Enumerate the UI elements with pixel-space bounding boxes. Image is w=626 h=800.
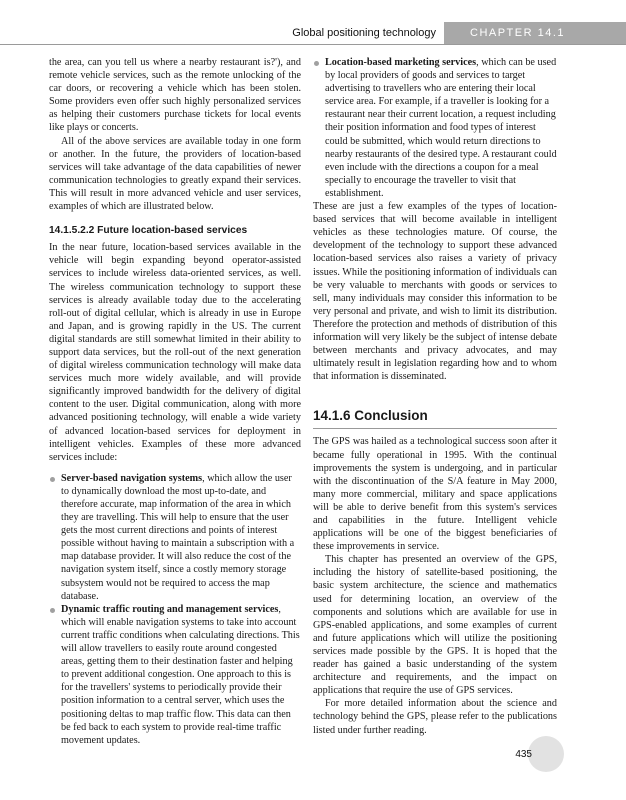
list-item-text: , which allow the user to dynamically download the most up-to-date, and therefore accurate, map information of the area in which they are travelling. This will help to ensure that the user gets the most current directions and points of interest possible without having to maintain a subscription with a map database provider. It will also reduce the cost of the navigation system itself, since a costly memory storage subsystem would not be required to access the map database. xyxy=(61,472,295,602)
paragraph: This chapter has presented an overview of the GPS, including the history of satellite-based positioning, the basic system architecture, the science and mathematics used for determining location, an overview of the components and solutions which are available for use in GPS-enabled applications, and some examples of current and future applications which will utilize the positioning services made possible by the GPS. It is hoped that the reader has gained a basic understanding of the system architecture and requirements, and the impact on applications that require the use of GPS services. xyxy=(313,554,557,697)
list-item xyxy=(49,603,301,747)
bullet-list xyxy=(49,472,301,747)
left-column xyxy=(49,56,301,747)
right-column xyxy=(313,56,557,737)
paragraph: These are just a few examples of the types of location-based services that will become available in intelligent vehicles as these technologies mature. Of course, the development of the technology to support these advanced location-based services also raises a variety of privacy issues. While the positioning information of individuals can be very valuable to merchants with goods or services to sell, many individuals may consider this information to be very personal and private, and wish to limit its distribution. Therefore the protection and methods of distribution of this information will very likely be the subject of intense debate between merchants and privacy advocates, and may ultimately result in legislation regarding how and to whom that information is disseminated. xyxy=(313,201,557,383)
paragraph: the area, can you tell us where a nearby restaurant is?'), and remote vehicle services, such as the remote unlocking of the car doors, or recovering a vehicle which has been stolen. Some providers even offer such highly personalized services as helping their customers purchase tickets for local events like plays or concerts. xyxy=(49,57,301,134)
page-number: 435 xyxy=(515,749,532,760)
list-item xyxy=(313,56,557,200)
paragraph: For more detailed information about the science and technology behind the GPS, please refer to the publications listed under further reading. xyxy=(313,698,557,736)
list-item-text: , which can be used by local providers of goods and services to target advertising to travellers who are entering their local service area. For example, if a traveller is looking for a restaurant near their current location, a request including their position information and food types of interest could be submitted, which would return directions to nearby restaurants of the desired type. A restaurant could even include with the directions a coupon for a meal specially to encourage the traveller to visit that establishment. xyxy=(325,57,557,199)
paragraph: The GPS was hailed as a technological success soon after it became fully operational in 1995. With the continual improvements the system is undergoing, and in particular with the discontinuation of the S/A feature in May 2000, many more commercial, military and space applications will be able to derive benefit from this system's services and capabilities in the future. Intelligent vehicle applications will be one of the biggest beneficiaries of these improvements in service. xyxy=(313,436,557,553)
chapter-tab: CHAPTER 14.1 xyxy=(444,22,626,44)
section-heading: 14.1.6 Conclusion xyxy=(313,409,557,429)
bullet-dot-icon xyxy=(314,61,319,66)
paragraph: All of the above services are available today in one form or another. In the future, the providers of location-based services will take advantage of the data capabilities of newer communication technologies to greatly expand their services. This will result in more advanced vehicle and user services, examples of which are illustrated below. xyxy=(49,135,301,213)
bullet-list xyxy=(313,56,557,200)
list-item-lead: Location-based marketing services xyxy=(325,57,477,68)
list-item xyxy=(49,472,301,603)
list-item-text: , which will enable navigation systems to take into account current traffic conditions when calculating directions. This will allow travellers to easily route around congested areas, getting them to their destination faster and helping to prevent additional congestion. One approach to this is for the travellers' systems to periodically provide their position information to a central server, which uses the positioning deltas to map traffic flow. This data can then be fed back to each system to provide real-time traffic movement updates. xyxy=(61,603,300,746)
page-number-disc xyxy=(528,736,564,772)
running-title: Global positioning technology xyxy=(292,27,436,39)
list-item-lead: Dynamic traffic routing and management services xyxy=(61,603,279,615)
bullet-dot-icon xyxy=(50,477,55,482)
bullet-dot-icon xyxy=(50,608,55,613)
section-heading: 14.1.5.2.2 Future location-based services xyxy=(49,225,248,237)
list-item-lead: Server-based navigation systems xyxy=(61,472,203,484)
running-header xyxy=(0,22,626,45)
paragraph: In the near future, location-based services available in the vehicle will begin expanding beyond operator-assisted services to include wireless data-oriented services, as well. The wireless communication technology to support these services is already available today due to the accelerating roll-out of digital cellular, which is already in use in Europe and Japan, and is growing rapidly in the US. The current digital standards are still somewhat limited in their ability to support data services, but the roll-out of the next generation of digital wireless communication technology will make data services much more widely available, and will provide significantly improved bandwidth for the delivery of digital content to the user. Digital communication, along with more advanced positioning technology, will enable a wide variety of advanced location-based services for deployment in intelligent vehicles. Examples of these more advanced services include: xyxy=(49,242,301,463)
